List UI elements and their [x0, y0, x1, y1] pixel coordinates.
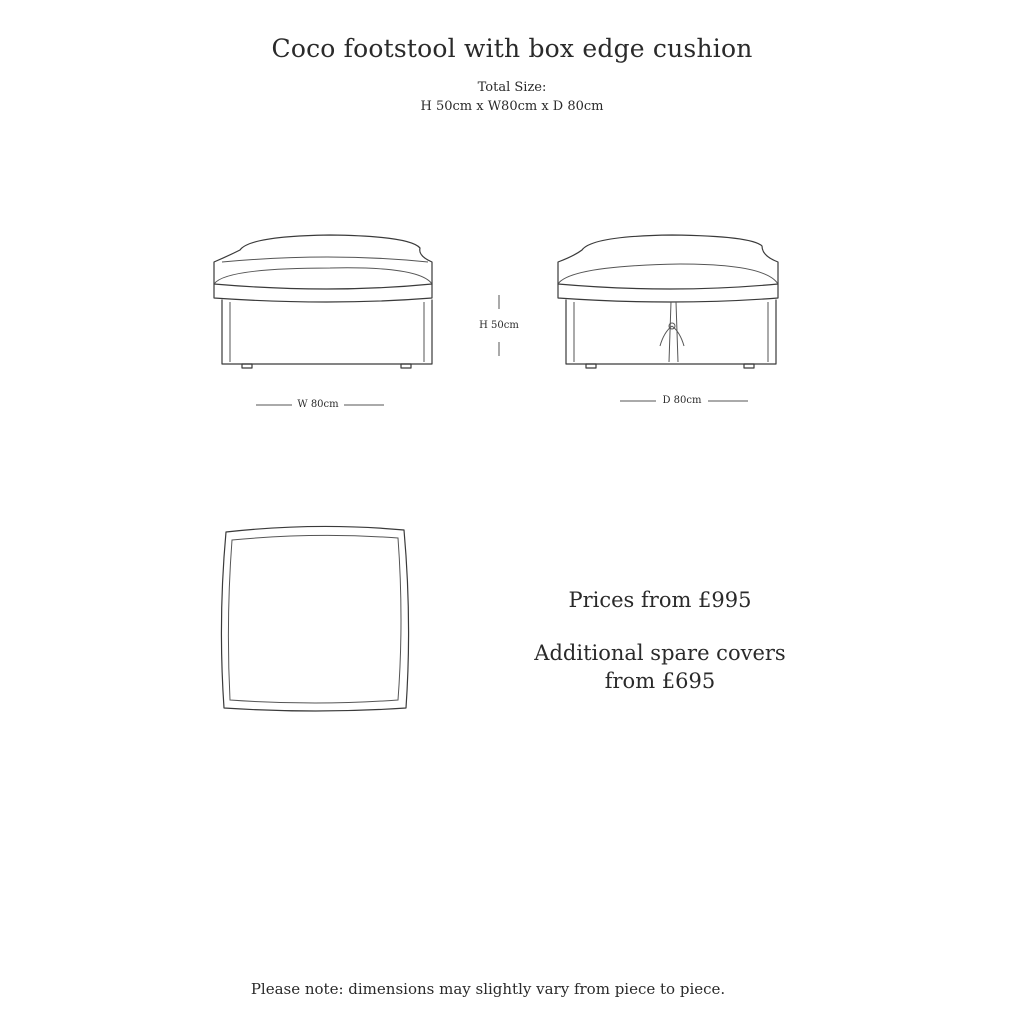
top-view-drawing	[221, 526, 408, 711]
spare-covers-text-line2: from £695	[604, 669, 716, 693]
side-view-drawing	[558, 235, 778, 368]
height-dimension-label: H 50cm	[464, 320, 534, 331]
front-view-drawing	[214, 235, 432, 368]
dimensions-note: Please note: dimensions may slightly vary from piece to piece.	[250, 980, 726, 998]
total-size-value: H 50cm x W80cm x D 80cm	[420, 99, 604, 114]
depth-dimension-label: D 80cm	[656, 395, 708, 406]
total-size-label: Total Size:	[477, 80, 547, 95]
price-text: Prices from £995	[568, 588, 752, 612]
spare-covers-text-line1: Additional spare covers	[534, 641, 786, 665]
width-dimension-label: W 80cm	[292, 399, 344, 410]
product-title: Coco footstool with box edge cushion	[271, 34, 753, 63]
